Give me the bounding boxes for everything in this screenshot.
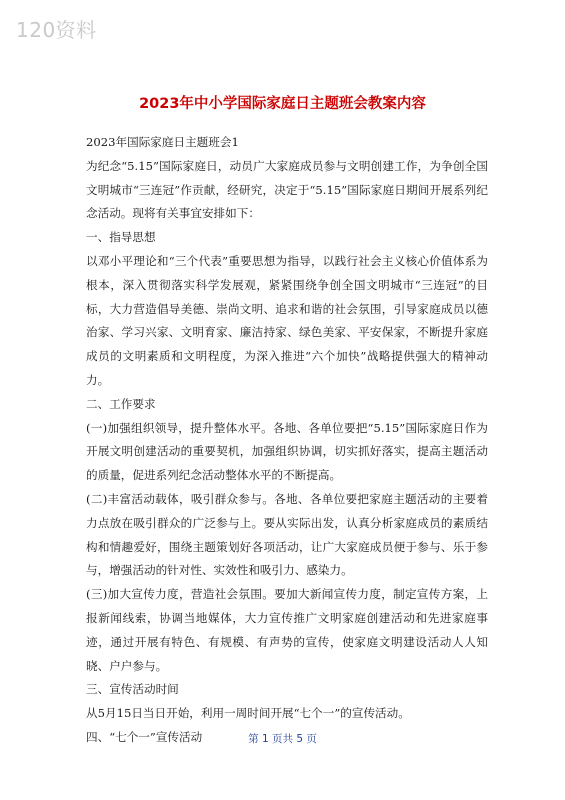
paragraph-guiding-ideology: 以邓小平理论和“三个代表”重要思想为指导，以践行社会主义核心价值体系为根本，深入贯彻落实科学发展观，紧紧围绕争创全国文明城市“三连冠”的目标，大力营造倡导美德、崇尚文明、追求和谐的社会氛围，引导家庭成员以德治家、学习兴家、文明育家、廉洁持家、绿色美家、平安保家，不断提升家庭成员的文明素质和文明程度，为深入推进“六个加快”战略提供强大的精神动力。	[86, 253, 488, 387]
paragraph-requirement-3: (三)加大宣传力度，营造社会氛围。要加大新闻宣传力度，制定宣传方案，上报新闻线索，协调当地媒体，大力宣传推广文明家庭创建活动和先进家庭事迹，通过开展有特色、有规模、有声势的宣传，使家庭文明建设活动人人知晓、户户参与。	[86, 587, 488, 673]
watermark-logo: 120资料	[16, 18, 97, 42]
document-body	[86, 131, 488, 750]
paragraph-requirement-1: (一)加强组织领导，提升整体水平。各地、各单位要把“5.15”国际家庭日作为开展文明创建活动的重要契机，加强组织协调，切实抓好落实，提高主题活动的质量，促进系列纪念活动整体水平的不断提高。	[86, 420, 488, 483]
heading-activity-time: 三、宣传活动时间	[86, 682, 179, 697]
document-title: 2023年中小学国际家庭日主题班会教案内容	[139, 96, 426, 112]
heading-seven-ones: 四、“七个一”宣传活动	[86, 729, 203, 744]
page-indicator: 第 1 页共 5 页	[248, 733, 317, 745]
section-subtitle: 2023年国际家庭日主题班会1	[86, 135, 239, 149]
heading-work-requirements: 二、工作要求	[86, 396, 156, 411]
heading-guiding-ideology: 一、指导思想	[86, 230, 156, 245]
intro-paragraph: 为纪念“5.15”国际家庭日，动员广大家庭成员参与文明创建工作，为争创全国文明城市“三连冠”作贡献，经研究，决定于“5.15”国际家庭日期间开展系列纪念活动。现将有关事宜安排如下：	[86, 158, 488, 221]
paragraph-activity-time: 从5月15日当日开始，利用一周时间开展“七个一”的宣传活动。	[86, 706, 410, 721]
paragraph-requirement-2: (二)丰富活动载体，吸引群众参与。各地、各单位要把家庭主题活动的主要着力点放在吸引群众的广泛参与上。要从实际出发，认真分析家庭成员的素质结构和情趣爱好，围绕主题策划好各项活动，让广大家庭成员便于参与、乐于参与，增强活动的针对性、实效性和吸引力、感染力。	[86, 491, 488, 578]
